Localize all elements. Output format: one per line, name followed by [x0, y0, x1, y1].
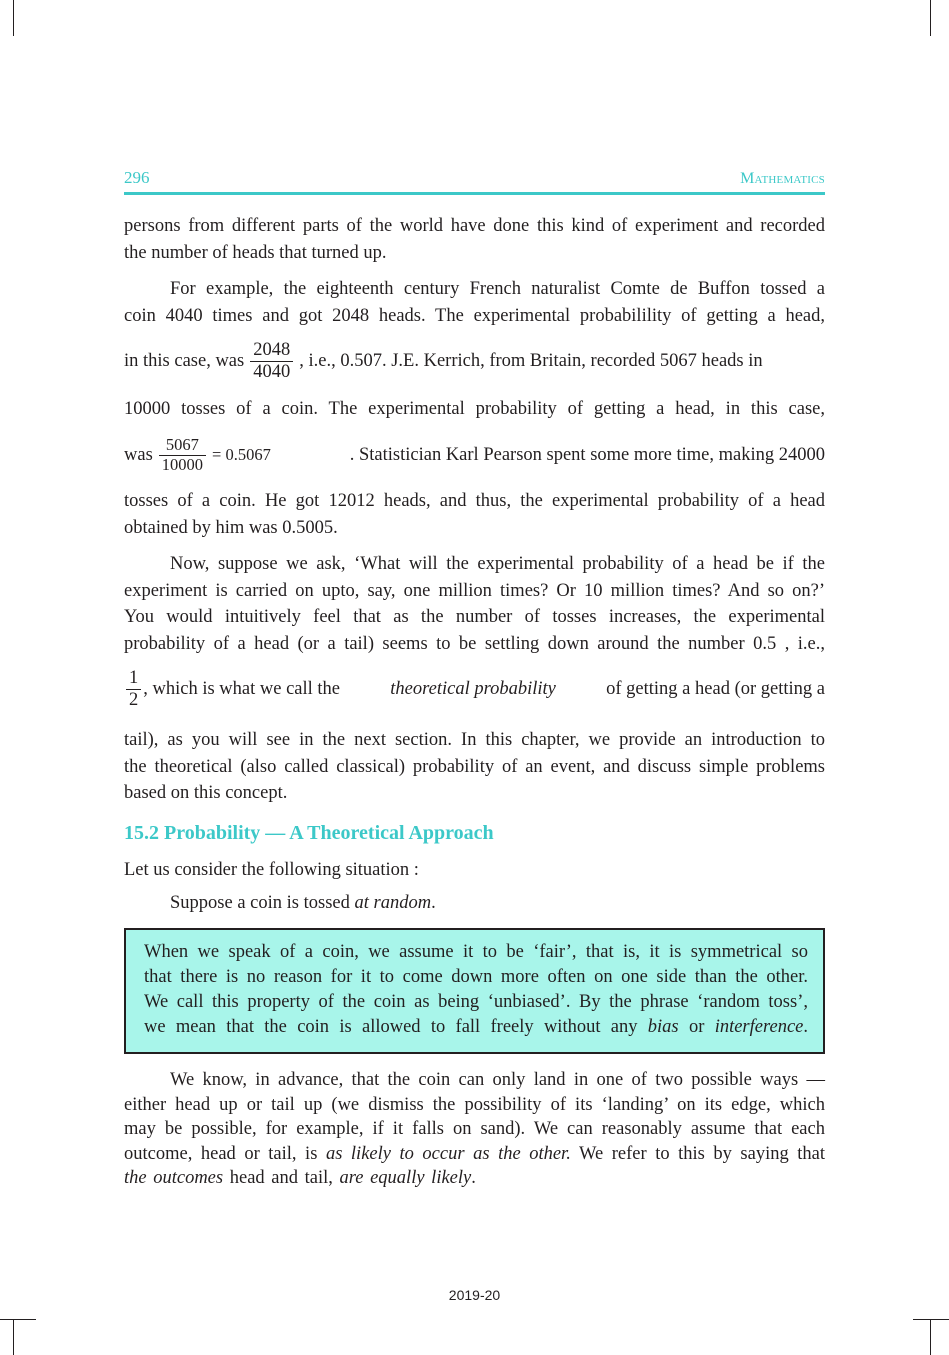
text-line: [144, 1015, 808, 1040]
equation-result: = 0.5067: [212, 445, 271, 465]
italic-term: the outcomes: [124, 1168, 224, 1188]
italic-term: interference: [714, 1017, 804, 1037]
text-line: coin 4040 times and got 2048 heads. The experimental probabilility of getting a head,: [124, 305, 825, 326]
text-fragment: , which is what we call the: [143, 679, 341, 700]
italic-term: theoretical probability: [390, 679, 556, 700]
text-fragment: head and tail,: [229, 1168, 333, 1188]
crop-mark: [930, 1319, 931, 1355]
text-line: We know, in advance, that the coin can only land in one of two possible ways —: [170, 1070, 825, 1090]
text-fragment: .: [431, 892, 436, 913]
paragraph-1: [124, 213, 825, 266]
paragraph-2-cont: [124, 396, 825, 423]
text-line: [124, 890, 825, 917]
text-line: [124, 1166, 825, 1191]
text-line: [124, 1142, 825, 1167]
crop-mark: [913, 1319, 949, 1320]
text-line: obtained by him was 0.5005.: [124, 517, 338, 538]
fraction: [159, 436, 206, 475]
text-fragment: was: [124, 444, 153, 465]
text-line: 10000 tosses of a coin. The experimental probability of getting a head, in this case,: [124, 399, 825, 419]
text-fragment: in this case, was: [124, 351, 245, 372]
note-box: [124, 928, 825, 1054]
text-fragment-group: [143, 679, 825, 700]
text-line: You would intuitively feel that as the number of tosses increases, the experimental: [124, 607, 825, 627]
crop-mark: [13, 0, 14, 36]
paragraph-3-tail: [124, 727, 825, 807]
fraction-denominator: 10000: [161, 454, 204, 474]
fraction-numerator: 1: [126, 668, 141, 690]
paragraph-2: [124, 276, 825, 329]
fraction-numerator: 2048: [250, 340, 293, 362]
text-line: Let us consider the following situation :: [124, 860, 419, 880]
text-fragment: Suppose a coin is tossed: [170, 892, 350, 913]
text-fragment: , i.e., 0.507. J.E. Kerrich, from Britain, recorded 5067 heads in: [299, 351, 763, 372]
italic-term: are equally likely: [339, 1168, 472, 1188]
italic-term: bias: [647, 1017, 679, 1037]
running-title: Mathematics: [740, 170, 825, 187]
text-fragment: We refer to this by saying that: [579, 1143, 825, 1164]
text-line: tail), as you will see in the next section. In this chapter, we provide an introduction to: [124, 730, 825, 750]
fraction-line-1: [124, 340, 825, 384]
page-header: [124, 168, 825, 190]
fraction-numerator: 5067: [159, 436, 206, 456]
text-line: experiment is carried on upto, say, one million times? Or 10 million times? And so on?’: [124, 580, 825, 601]
page-number: 296: [124, 168, 150, 187]
text-line: the number of heads that turned up.: [124, 242, 387, 263]
text-line: that there is no reason for it to come down more often on one side than the other.: [144, 967, 808, 987]
text-fragment: we mean that the coin is allowed to fall freely without any: [144, 1017, 638, 1037]
text-line: Now, suppose we ask, ‘What will the experimental probability of a head be if the: [170, 554, 825, 574]
fraction-denominator: 4040: [253, 362, 291, 383]
note-text: [144, 940, 808, 1040]
crop-mark: [13, 1319, 14, 1355]
text-fragment: .: [803, 1017, 809, 1037]
text-line: persons from different parts of the world have done this kind of experiment and recorded: [124, 216, 825, 236]
fraction-denominator: 2: [129, 690, 139, 711]
section-heading: 15.2 Probability — A Theoretical Approach: [124, 822, 494, 844]
paragraph-final: [124, 1068, 825, 1191]
footer-year: 2019-20: [448, 1287, 501, 1303]
italic-term: as likely to occur as the other.: [325, 1143, 571, 1164]
crop-mark: [0, 1319, 36, 1320]
intro-lines: [124, 857, 825, 916]
text-fragment: or: [688, 1017, 705, 1037]
fraction-line-3: [124, 668, 825, 712]
text-fragment: . Statistician Karl Pearson spent some more time, making 24000: [349, 444, 825, 465]
fraction-line-2: [124, 436, 825, 475]
crop-mark: [930, 0, 931, 36]
text-line: For example, the eighteenth century French naturalist Comte de Buffon tossed a: [170, 279, 825, 299]
text-line: When we speak of a coin, we assume it to be ‘fair’, that is, it is symmetrical so: [144, 942, 808, 962]
fraction: [126, 668, 141, 712]
paragraph-2-tail: [124, 488, 825, 541]
text-line: We call this property of the coin as being ‘unbiased’. By the phrase ‘random toss’,: [144, 992, 808, 1012]
text-fragment: outcome, head or tail, is: [124, 1143, 318, 1164]
text-line: probability of a head (or a tail) seems to be settling down around the number 0.5 , i.e.,: [124, 633, 825, 654]
text-line: the theoretical (also called classical) probability of an event, and discuss simple problems: [124, 756, 825, 777]
fraction: [250, 340, 293, 384]
text-fragment: .: [471, 1168, 476, 1188]
text-line: either head up or tail up (we dismiss the possibility of its ‘landing’ on its edge, which: [124, 1094, 825, 1115]
header-rule: [124, 192, 825, 195]
text-line: may be possible, for example, if it falls on sand). We can reasonably assume that each: [124, 1119, 825, 1139]
text-fragment: of getting a head (or getting a: [606, 679, 825, 700]
text-line: based on this concept.: [124, 783, 288, 803]
text-line: tosses of a coin. He got 12012 heads, and thus, the experimental probability of a head: [124, 491, 825, 511]
paragraph-3: [124, 551, 825, 657]
italic-term: at random: [354, 892, 432, 913]
